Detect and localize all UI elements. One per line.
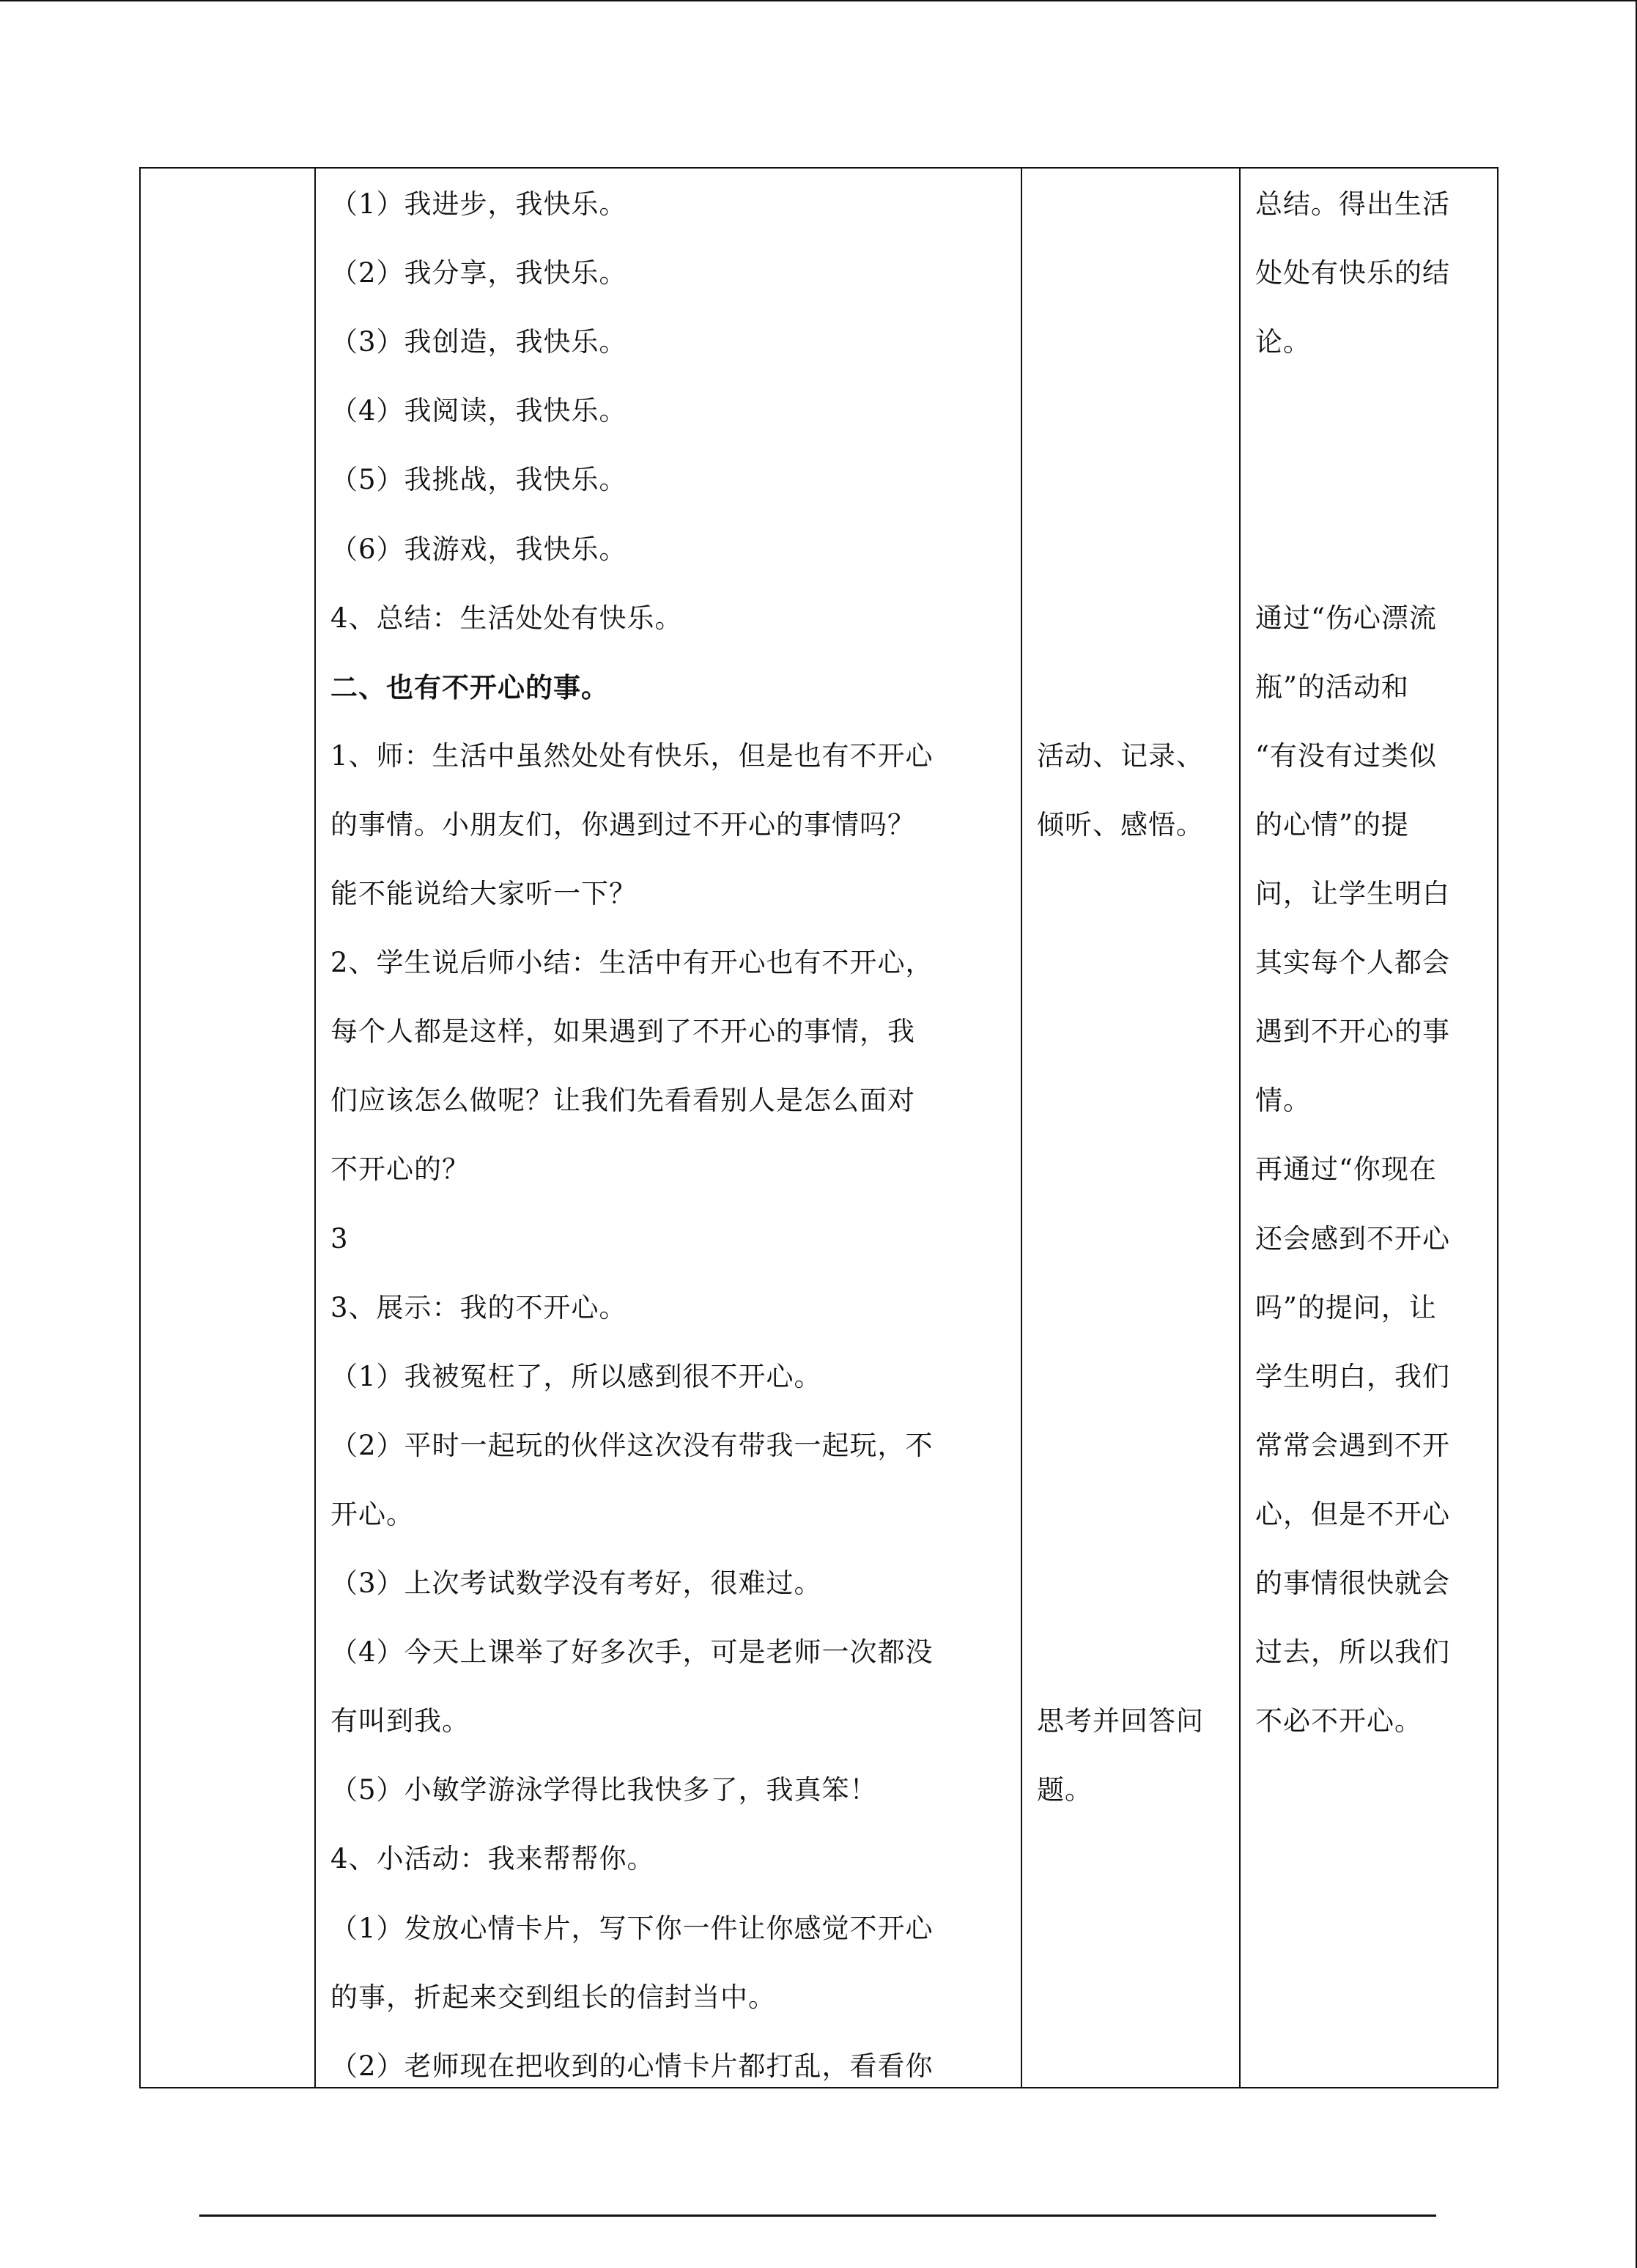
student-activity-line: 思考并回答问 xyxy=(1037,1705,1204,1737)
content-line: （3）上次考试数学没有考好，很难过。 xyxy=(330,1567,822,1599)
content-line: 4、总结：生活处处有快乐。 xyxy=(330,602,683,634)
design-intent-line: 瓶”的活动和 xyxy=(1255,671,1409,703)
design-intent-line: 心，但是不开心 xyxy=(1255,1498,1450,1530)
content-line: 2、学生说后师小结：生活中有开心也有不开心， xyxy=(330,947,934,979)
stage-cell xyxy=(141,169,314,2087)
student-activity-cell xyxy=(1022,169,1238,2087)
content-line: （6）我游戏，我快乐。 xyxy=(330,533,627,565)
design-intent-cell xyxy=(1241,169,1499,2087)
content-line: 4、小活动：我来帮帮你。 xyxy=(330,1843,655,1875)
design-intent-line: 情。 xyxy=(1255,1085,1311,1117)
design-intent-line: 吗”的提问，让 xyxy=(1255,1291,1437,1323)
content-line: 不开心的？ xyxy=(330,1153,470,1186)
content-line: 开心。 xyxy=(330,1498,414,1530)
design-intent-line: “有没有过类似 xyxy=(1255,739,1437,772)
design-intent-line: 的事情很快就会 xyxy=(1255,1567,1450,1599)
content-line: 们应该怎么做呢？让我们先看看别人是怎么面对 xyxy=(330,1085,915,1117)
design-intent-line: 遇到不开心的事 xyxy=(1255,1016,1450,1048)
design-intent-line: 论。 xyxy=(1255,326,1311,358)
teaching-content-cell xyxy=(316,169,1019,2087)
section-heading: 二、也有不开心的事。 xyxy=(330,671,609,703)
design-intent-line: 的心情”的提 xyxy=(1255,808,1409,841)
student-activity-line: 活动、记录、 xyxy=(1037,739,1204,772)
content-line: （4）今天上课举了好多次手，可是老师一次都没 xyxy=(330,1636,934,1669)
footer-rule xyxy=(199,2215,1436,2217)
content-line: （2）平时一起玩的伙伴这次没有带我一起玩，不 xyxy=(330,1429,934,1461)
design-intent-line: 再通过“你现在 xyxy=(1255,1153,1437,1186)
content-line: （2）老师现在把收到的心情卡片都打乱，看看你 xyxy=(330,2050,934,2082)
content-line: 3、展示：我的不开心。 xyxy=(330,1291,627,1323)
design-intent-line: 还会感到不开心 xyxy=(1255,1222,1450,1255)
content-line: 的事，折起来交到组长的信封当中。 xyxy=(330,1981,776,2013)
design-intent-line: 通过“伤心漂流 xyxy=(1255,602,1437,634)
content-line: （4）我阅读，我快乐。 xyxy=(330,395,627,427)
content-line: （1）我进步，我快乐。 xyxy=(330,188,627,220)
design-intent-line: 其实每个人都会 xyxy=(1255,947,1450,979)
design-intent-line: 处处有快乐的结 xyxy=(1255,257,1450,289)
content-line: （3）我创造，我快乐。 xyxy=(330,326,627,358)
design-intent-line: 常常会遇到不开 xyxy=(1255,1429,1450,1461)
content-line: （5）我挑战，我快乐。 xyxy=(330,464,627,496)
design-intent-line: 总结。得出生活 xyxy=(1255,188,1450,220)
design-intent-line: 过去，所以我们 xyxy=(1255,1636,1450,1669)
content-line: （1）我被冤枉了，所以感到很不开心。 xyxy=(330,1360,822,1392)
content-line: 有叫到我。 xyxy=(330,1705,470,1737)
student-activity-line: 倾听、感悟。 xyxy=(1037,808,1204,841)
content-line: （1）发放心情卡片，写下你一件让你感觉不开心 xyxy=(330,1912,934,1944)
content-line: 能不能说给大家听一下？ xyxy=(330,878,637,909)
content-line: （2）我分享，我快乐。 xyxy=(330,257,627,289)
lesson-plan-table xyxy=(139,167,1499,2088)
content-line: 1、师：生活中虽然处处有快乐，但是也有不开心 xyxy=(330,739,934,772)
content-line: 的事情。小朋友们，你遇到过不开心的事情吗？ xyxy=(330,808,915,841)
student-activity-line: 题。 xyxy=(1037,1774,1093,1806)
content-line: 每个人都是这样，如果遇到了不开心的事情，我 xyxy=(330,1016,915,1048)
content-line: 3 xyxy=(330,1222,349,1255)
page-border-top xyxy=(0,0,1637,1)
design-intent-line: 学生明白，我们 xyxy=(1255,1360,1450,1392)
design-intent-line: 问，让学生明白 xyxy=(1255,878,1450,909)
content-line: （5）小敏学游泳学得比我快多了，我真笨！ xyxy=(330,1774,878,1806)
design-intent-line: 不必不开心。 xyxy=(1255,1705,1422,1737)
